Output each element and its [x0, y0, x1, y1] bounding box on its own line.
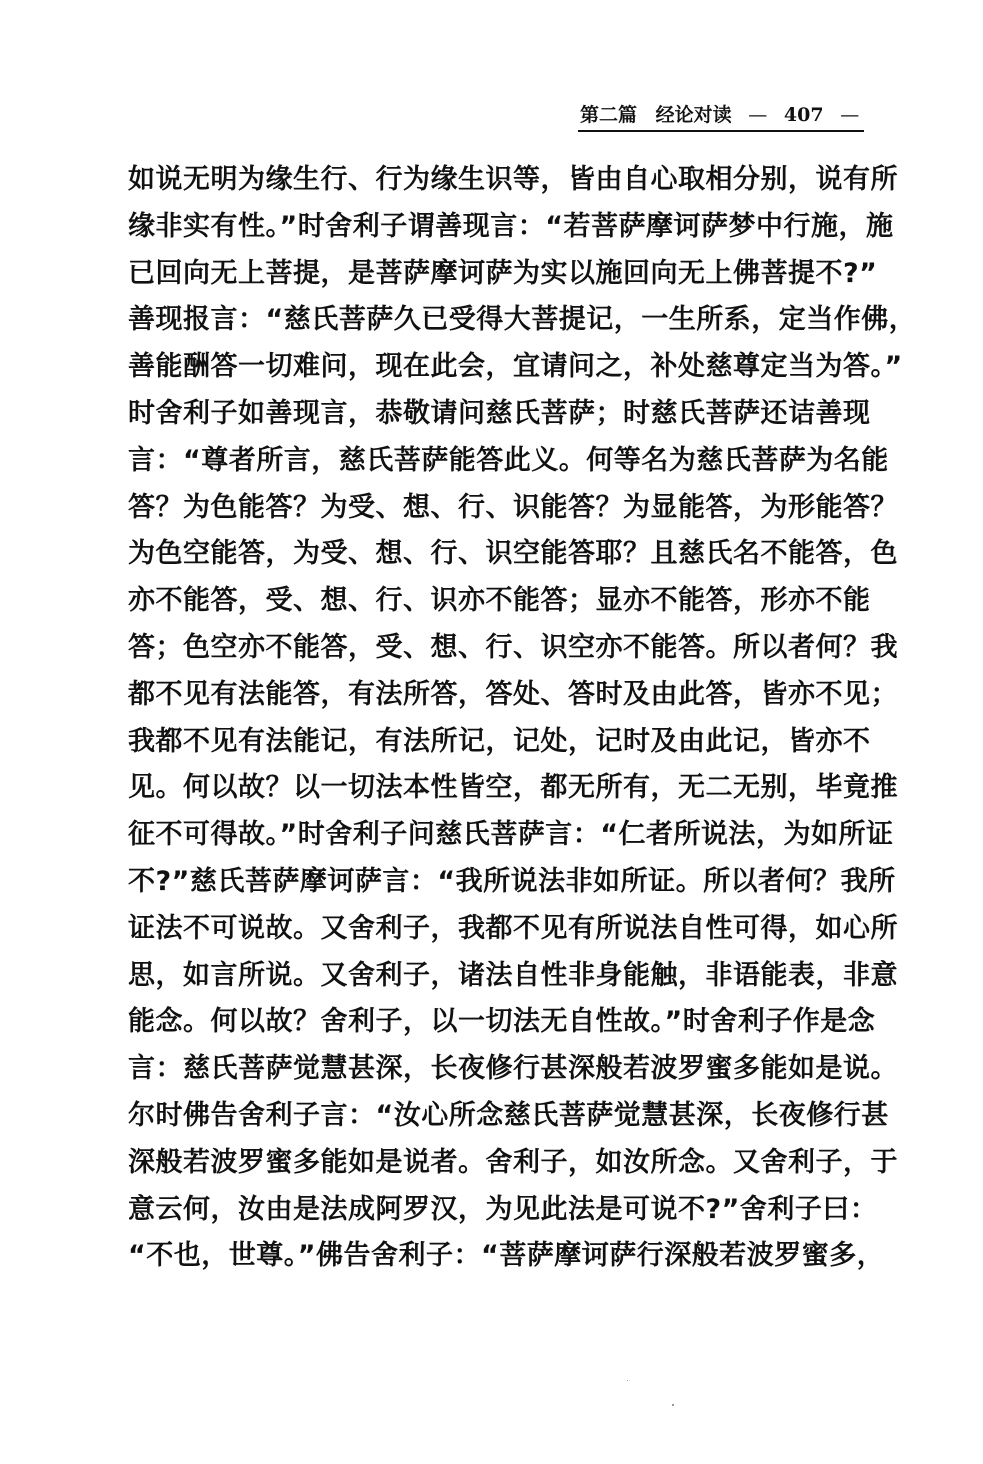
text-line: 都不见有法能答，有法所答，答处、答时及由此答，皆亦不见；	[128, 678, 898, 710]
text-line: 证法不可说故。又舍利子，我都不见有所说法自性可得，如心所	[128, 912, 898, 944]
running-header	[580, 103, 862, 127]
text-line: 我都不见有法能记，有法所记，记处，记时及由此记，皆亦不	[128, 725, 871, 757]
text-line: 征不可得故。”时舍利子问慈氏菩萨言：“仁者所说法，为如所证	[128, 819, 894, 851]
text-line: 善能酬答一切难问，现在此会，宜请问之，补处慈尊定当为答。”	[128, 351, 903, 383]
text-line: 深般若波罗蜜多能如是说者。舍利子，如汝所念。又舍利子，于	[128, 1146, 898, 1178]
section-label: 第二篇	[580, 104, 638, 126]
text-line: “不也，世尊。”佛告舍利子：“菩萨摩诃萨行深般若波罗蜜多，	[128, 1240, 885, 1272]
text-line: 时舍利子如善现言，恭敬请问慈氏菩萨；时慈氏菩萨还诘善现	[128, 397, 871, 429]
text-line: 如说无明为缘生行、行为缘生识等，皆由自心取相分别，说有所	[128, 164, 898, 195]
scan-speck	[627, 1380, 628, 1381]
text-line: 思，如言所说。又舍利子，诸法自性非身能触，非语能表，非意	[128, 959, 898, 991]
page-number-dash-left: —	[748, 104, 768, 126]
text-line: 答；色空亦不能答，受、想、行、识空亦不能答。所以者何？我	[128, 631, 898, 663]
text-line: 意云何，汝由是法成阿罗汉，为见此法是可说不?”舍利子曰：	[128, 1193, 878, 1225]
section-title: 经论对读	[655, 104, 732, 126]
text-line: 言：慈氏菩萨觉慧甚深，长夜修行甚深般若波罗蜜多能如是说。	[128, 1053, 898, 1085]
text-line: 善现报言：“慈氏菩萨久已受得大菩提记，一生所系，定当作佛，	[128, 304, 917, 336]
text-line: 能念。何以故？舍利子，以一切法无自性故。”时舍利子作是念	[128, 1006, 876, 1038]
scan-speck	[672, 1404, 674, 1406]
header-rule	[578, 130, 864, 132]
page-number: 407	[783, 104, 824, 126]
text-line: 不?”慈氏菩萨摩诃萨言：“我所说法非如所证。所以者何？我所	[128, 865, 896, 897]
text-line: 尔时佛告舍利子言：“汝心所念慈氏菩萨觉慧甚深，长夜修行甚	[128, 1099, 889, 1131]
text-line: 见。何以故？以一切法本性皆空，都无所有，无二无别，毕竟推	[128, 772, 898, 804]
page-number-dash-right: —	[840, 104, 860, 126]
text-line: 为色空能答，为受、想、行、识空能答耶？且慈氏名不能答，色	[128, 538, 898, 570]
text-line: 亦不能答，受、想、行、识亦不能答；显亦不能答，形亦不能	[128, 585, 871, 617]
text-line: 已回向无上菩提，是菩萨摩诃萨为实以施回向无上佛菩提不?”	[128, 257, 878, 289]
text-line: 答？为色能答？为受、想、行、识能答？为显能答，为形能答？	[128, 491, 898, 523]
text-line: 缘非实有性。”时舍利子谓善现言：“若菩萨摩诃萨梦中行施，施	[128, 210, 894, 242]
text-line: 言：“尊者所言，慈氏菩萨能答此义。何等名为慈氏菩萨为名能	[128, 444, 889, 476]
body-text	[128, 157, 917, 1280]
